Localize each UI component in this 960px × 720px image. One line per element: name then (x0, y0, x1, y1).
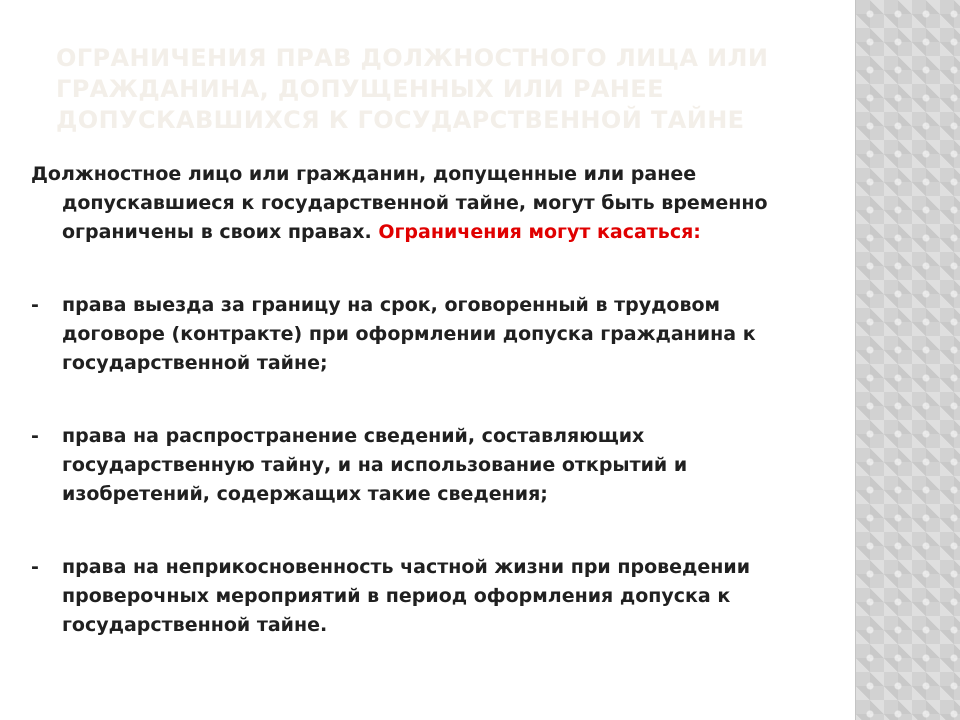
restriction-item-1 (31, 291, 816, 378)
intro-highlight: Ограничения могут касаться: (378, 221, 701, 243)
dash-bullet-icon: - (31, 425, 39, 447)
spacer (31, 509, 816, 553)
intro-paragraph (31, 160, 816, 247)
decorative-side-pattern (855, 0, 960, 720)
dash-bullet-icon: - (31, 294, 39, 316)
restriction-text-3: права на неприкосновенность частной жизни при проведении проверочных мероприятий в период оформления допуска к государственной тайне. (62, 556, 751, 636)
restriction-item-2 (31, 422, 816, 509)
slide-title: ОГРАНИЧЕНИЯ ПРАВ ДОЛЖНОСТНОГО ЛИЦА ИЛИ ГРАЖДАНИНА, ДОПУЩЕННЫХ ИЛИ РАНЕЕ ДОПУСКАВШИХСЯ К ГОСУДАРСТВЕННОЙ ТАЙНЕ (56, 44, 769, 134)
restriction-text-2: права на распространение сведений, составляющих государственную тайну, и на использование открытий и изобретений, содержащих такие сведения; (62, 425, 688, 505)
intro-text: Должностное лицо или гражданин, допущенные или ранее допускавшиеся к государственной тайне, могут быть временно ограничены в своих правах. (31, 163, 768, 243)
spacer (31, 247, 816, 291)
restriction-item-3 (31, 553, 816, 640)
restriction-text-1: права выезда за границу на срок, оговоренный в трудовом договоре (контракте) при оформлении допуска гражданина к государственной тайне; (62, 294, 756, 374)
slide-body (31, 160, 816, 640)
dash-bullet-icon: - (31, 556, 39, 578)
spacer (31, 378, 816, 422)
